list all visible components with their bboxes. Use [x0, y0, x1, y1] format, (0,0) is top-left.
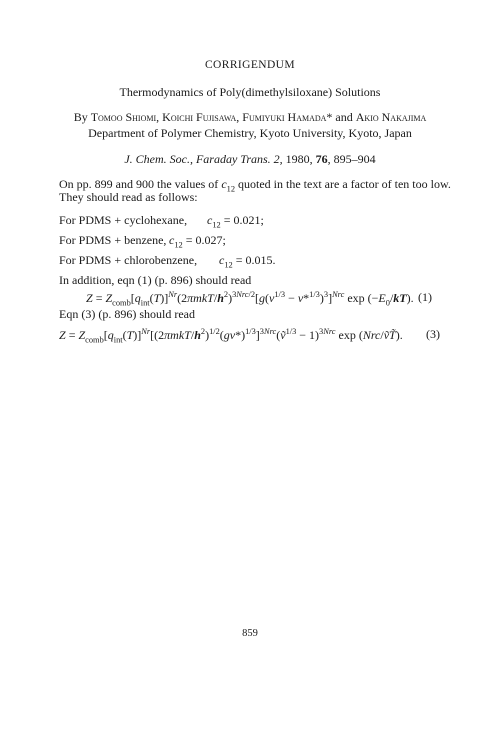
author-and: and: [332, 110, 356, 124]
c12-subscript: 12: [174, 240, 183, 250]
author-separator: ,: [236, 110, 243, 124]
author-1: Tomoo Shiomi: [90, 110, 157, 124]
author-4: Akio Nakajima: [355, 110, 427, 124]
value-number: = 0.015.: [232, 253, 276, 267]
citation-year: 1980,: [282, 152, 316, 166]
paragraph-text: quoted in the text are a factor of ten too low.: [235, 177, 451, 191]
value-number: = 0.027;: [182, 233, 226, 247]
c12-subscript: 12: [212, 220, 221, 230]
value-label: For PDMS + cyclohexane,: [59, 213, 188, 227]
equation-1-number: (1): [418, 290, 432, 304]
corrigendum-title: CORRIGENDUM: [204, 59, 295, 71]
value-label: For PDMS + chlorobenzene,: [59, 253, 198, 267]
c12-symbol: c: [207, 213, 213, 227]
eqn3-note: Eqn (3) (p. 896) should read: [59, 307, 195, 321]
citation-volume: 76: [315, 152, 328, 166]
value-row-chlorobenzene: [59, 253, 276, 270]
c12-symbol: c: [169, 233, 175, 247]
value-row-cyclohexane: [59, 213, 264, 230]
c12-subscript: 12: [226, 184, 236, 194]
addition-note: In addition, eqn (1) (p. 896) should read: [59, 273, 252, 287]
equation-3-number: (3): [426, 327, 440, 341]
value-expression: [207, 213, 264, 229]
author-line: [0, 110, 500, 125]
article-subtitle: Thermodynamics of Poly(dimethylsiloxane) Solutions: [119, 85, 381, 99]
value-row-benzene: [59, 233, 226, 250]
citation-journal: J. Chem. Soc., Faraday Trans. 2,: [124, 152, 283, 166]
value-label: For PDMS + benzene,: [59, 233, 167, 247]
paragraph-text: On pp. 899 and 900 the values of: [59, 177, 222, 191]
c12-symbol: c: [219, 253, 225, 267]
authors-prefix: By: [73, 110, 91, 124]
value-expression: [169, 233, 226, 249]
affiliation: Department of Polymer Chemistry, Kyoto University, Kyoto, Japan: [88, 126, 412, 140]
value-number: = 0.021;: [220, 213, 264, 227]
c12-subscript: 12: [224, 260, 233, 270]
citation-pages: , 895–904: [327, 152, 376, 166]
c12-symbol: c: [221, 177, 227, 191]
value-expression: [219, 253, 275, 269]
equation-1: $Z = Z_{comb}[q_{int}(T)]^{Nr}(2\pi mkT/h^2)^{3Nrc/2}[g(v^{1/3} - v*^{1/3})^3]^{Nrc}$ $\exp (-E_0/kT)$. (1): [86, 290, 432, 308]
equation-3: $Z = Z_{comb}[q_{int}(T)]^{Nr}[(2\pi mkT/h^2)^{1/2}(gv*)^{1/3}]^{3Nrc}(ṽ^{1/3} - 1)^{3Nrc}$ exp (Nrc/ṽT̃). (3): [59, 327, 440, 345]
page-number: 859: [242, 628, 258, 639]
paragraph-line-2: They should read as follows:: [59, 190, 198, 204]
corresponding-star: *: [326, 110, 333, 124]
author-separator: ,: [156, 110, 163, 124]
author-3: Fumiyuki Hamada: [242, 110, 327, 124]
citation: [0, 152, 500, 167]
author-2: Koichi Fujisawa: [162, 110, 237, 124]
